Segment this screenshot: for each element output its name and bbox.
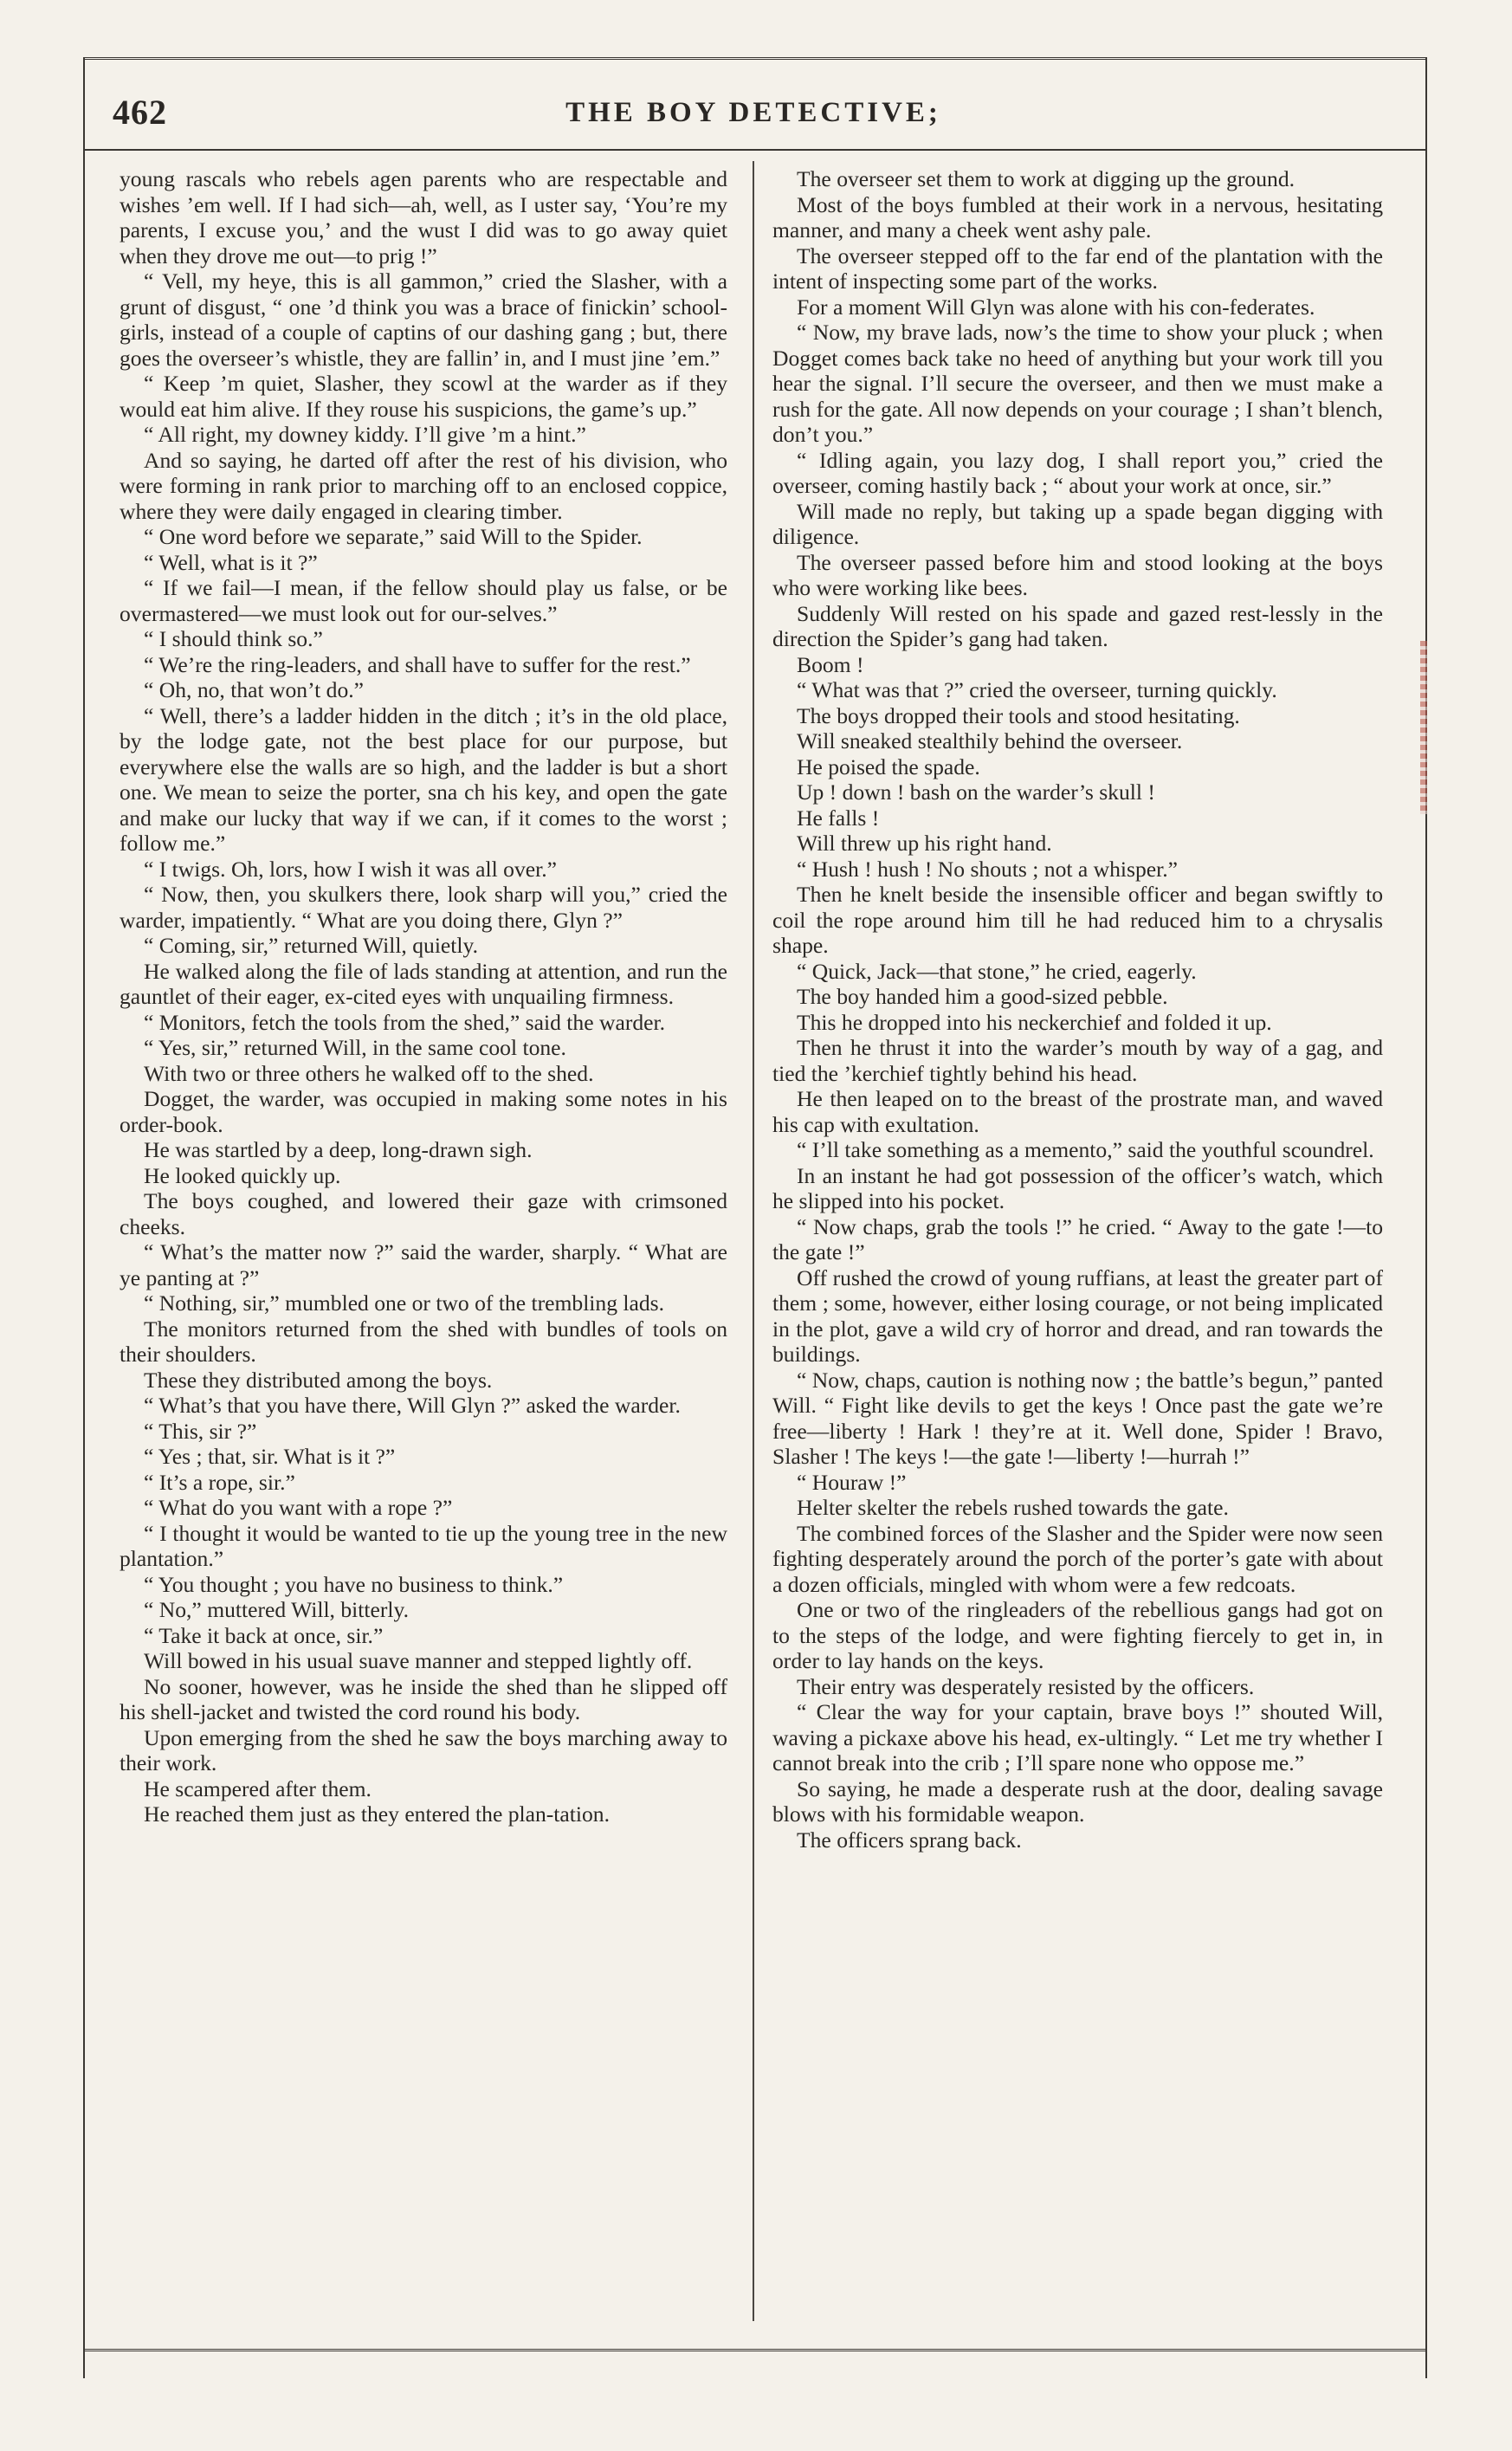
paragraph: This he dropped into his neckerchief and folded it up. (797, 1009, 1272, 1035)
paragraph: The combined forces of the Slasher and the Spider were now seen fighting desperately around the porch of the porter’s gate with about a dozen officials, mingled with whom were a few redcoats. (772, 1520, 1383, 1597)
paragraph: He walked along the file of lads standing at attention, and run the gauntlet of their eager, ex-cited eyes with unquailing firmness. (120, 958, 727, 1009)
paragraph: Helter skelter the rebels rushed towards the gate. (797, 1495, 1229, 1520)
header-rule (83, 149, 1427, 151)
paragraph: The boys coughed, and lowered their gaze with crimsoned cheeks. (120, 1188, 727, 1239)
paragraph: The overseer passed before him and stood looking at the boys who were working like bees. (772, 549, 1383, 600)
right-column (772, 166, 1383, 1853)
paragraph: “ Idling again, you lazy dog, I shall report you,” cried the overseer, coming hastily back ; “ about your work at once, sir.” (772, 447, 1383, 498)
paragraph: “ Now, chaps, caution is nothing now ; the battle’s begun,” panted Will. “ Fight like devils to get the keys ! Once past the gate we’re free—liberty ! Hark ! they’re at it. Well done, Spider ! Bravo, Slasher ! The keys !—the gate !—liberty !—hurrah !” (772, 1367, 1383, 1469)
paragraph: Upon emerging from the shed he saw the boys marching away to their work. (120, 1724, 727, 1775)
paragraph: Will bowed in his usual suave manner and stepped lightly off. (144, 1648, 693, 1673)
paragraph: “ Monitors, fetch the tools from the shed,” said the warder. (144, 1009, 666, 1035)
margin-stain (1420, 641, 1427, 814)
paragraph: “ Hush ! hush ! No shouts ; not a whisper.” (797, 856, 1179, 882)
paragraph: He looked quickly up. (144, 1162, 341, 1188)
paragraph: “ If we fail—I mean, if the fellow should play us false, or be overmastered—we must look out for our-selves.” (120, 575, 727, 626)
paragraph: He poised the spade. (797, 753, 980, 779)
paragraph: The boy handed him a good-sized pebble. (797, 984, 1168, 1009)
paragraph: “ Yes ; that, sir. What is it ?” (144, 1444, 396, 1469)
paragraph: He falls ! (797, 805, 880, 831)
paragraph: One or two of the ringleaders of the rebellious gangs had got on to the steps of the lodge, and were fighting fiercely to get in, in order to lay hands on the keys. (772, 1597, 1383, 1673)
paragraph: “ Yes, sir,” returned Will, in the same cool tone. (144, 1035, 566, 1060)
paragraph: Will threw up his right hand. (797, 831, 1052, 856)
paragraph: He was startled by a deep, long-drawn sigh. (144, 1137, 533, 1162)
paragraph: “ Nothing, sir,” mumbled one or two of the trembling lads. (144, 1290, 665, 1316)
paragraph: Off rushed the crowd of young ruffians, at least the greater part of them ; some, however, either losing courage, or not being implicated in the plot, gave a wild cry of horror and dread, and ran towards the buildings. (772, 1264, 1383, 1367)
paragraph: “ One word before we separate,” said Will to the Spider. (144, 524, 643, 549)
paragraph: “ I twigs. Oh, lors, how I wish it was all over.” (144, 856, 557, 882)
column-divider (753, 161, 754, 2321)
paragraph: He reached them just as they entered the plan-tation. (144, 1801, 610, 1827)
paragraph: “ It’s a rope, sir.” (144, 1469, 295, 1495)
paragraph: “ Clear the way for your captain, brave boys !” shouted Will, waving a pickaxe above his head, ex-ultingly. “ Let me try whether I cannot break into the crib ; I’ll spare none who oppose me.” (772, 1699, 1383, 1775)
paragraph: Up ! down ! bash on the warder’s skull ! (797, 779, 1155, 805)
paragraph: And so saying, he darted off after the rest of his division, who were forming in rank prior to marching off to an enclosed coppice, where they were daily engaged in clearing timber. (120, 447, 727, 524)
paragraph: “ I should think so.” (144, 626, 323, 651)
paragraph: “ I’ll take something as a memento,” said the youthful scoundrel. (797, 1137, 1374, 1162)
bottom-border-rule (83, 2349, 1427, 2351)
paragraph: “ What’s that you have there, Will Glyn ?” asked the warder. (144, 1393, 681, 1418)
paragraph: In an instant he had got possession of the officer’s watch, which he slipped into his pocket. (772, 1162, 1383, 1213)
paragraph: “ This, sir ?” (144, 1418, 257, 1444)
paragraph: The overseer set them to work at digging up the ground. (797, 166, 1296, 191)
paragraph: “ Well, there’s a ladder hidden in the ditch ; it’s in the old place, by the lodge gate, not the best place for our purpose, but everywhere else the walls are so high, and the ladder is but a short one. We mean to seize the porter, sna ch his key, and open the gate and make our lucky that way if we can, if it comes to the worst ; follow me.” (120, 702, 727, 856)
paragraph: “ Houraw !” (797, 1469, 907, 1495)
running-title: THE BOY DETECTIVE; (565, 97, 941, 128)
paragraph: “ Take it back at once, sir.” (144, 1622, 384, 1648)
paragraph: The monitors returned from the shed with bundles of tools on their shoulders. (120, 1316, 727, 1367)
page-number: 462 (113, 93, 167, 132)
paragraph: The officers sprang back. (797, 1827, 1022, 1853)
paragraph: Suddenly Will rested on his spade and gazed rest-lessly in the direction the Spider’s gang had taken. (772, 600, 1383, 651)
paragraph: “ What do you want with a rope ?” (144, 1495, 453, 1520)
paragraph: With two or three others he walked off to the shed. (144, 1060, 594, 1086)
paragraph: “ Now chaps, grab the tools !” he cried. “ Away to the gate !—to the gate !” (772, 1213, 1383, 1264)
paragraph: “ We’re the ring-leaders, and shall have to suffer for the rest.” (144, 651, 691, 677)
paragraph: Then he thrust it into the warder’s mouth by way of a gag, and tied the ’kerchief tightly behind his head. (772, 1035, 1383, 1086)
paragraph: Then he knelt beside the insensible officer and began swiftly to coil the rope around him till he had reduced him to a chrysalis shape. (772, 882, 1383, 958)
paragraph: The boys dropped their tools and stood hesitating. (797, 702, 1240, 728)
paragraph: For a moment Will Glyn was alone with his con-federates. (797, 294, 1315, 320)
paragraph: “ I thought it would be wanted to tie up the young tree in the new plantation.” (120, 1520, 727, 1571)
paragraph: Will made no reply, but taking up a spade began digging with diligence. (772, 498, 1383, 549)
paragraph: “ What was that ?” cried the overseer, turning quickly. (797, 677, 1277, 702)
paragraph: The overseer stepped off to the far end of the plantation with the intent of inspecting some part of the works. (772, 243, 1383, 294)
paragraph: “ What’s the matter now ?” said the warder, sharply. “ What are ye panting at ?” (120, 1239, 727, 1290)
paragraph: “ Well, what is it ?” (144, 549, 318, 575)
paragraph: “ Coming, sir,” returned Will, quietly. (144, 933, 479, 958)
paragraph: Most of the boys fumbled at their work in a nervous, hesitating manner, and many a cheek went ashy pale. (772, 191, 1383, 243)
paragraph: “ No,” muttered Will, bitterly. (144, 1597, 410, 1622)
paragraph: Boom ! (797, 651, 864, 677)
paragraph: Will sneaked stealthily behind the overseer. (797, 728, 1183, 753)
paragraph: “ All right, my downey kiddy. I’ll give ’m a hint.” (144, 422, 586, 447)
paragraph: He then leaped on to the breast of the prostrate man, and waved his cap with exultation. (772, 1086, 1383, 1137)
paragraph: young rascals who rebels agen parents who are respectable and wishes ’em well. If I had sich—ah, well, as I uster say, ‘You’re my parents, I excuse you,’ and the wust I did was to go away quiet when they drove me out—to prig !” (120, 166, 727, 268)
paragraph: “ Oh, no, that won’t do.” (144, 677, 365, 702)
paragraph: Dogget, the warder, was occupied in making some notes in his order-book. (120, 1086, 727, 1137)
paragraph: So saying, he made a desperate rush at the door, dealing savage blows with his formidable weapon. (772, 1775, 1383, 1827)
page-header (104, 87, 1403, 147)
paragraph: No sooner, however, was he inside the shed than he slipped off his shell-jacket and twisted the cord round his body. (120, 1673, 727, 1724)
paragraph: He scampered after them. (144, 1775, 372, 1801)
paragraph: “ Keep ’m quiet, Slasher, they scowl at the warder as if they would eat him alive. If they rouse his suspicions, the game’s up.” (120, 371, 727, 422)
paragraph: “ Now, then, you skulkers there, look sharp will you,” cried the warder, impatiently. “ What are you doing there, Glyn ?” (120, 882, 727, 933)
left-column (120, 166, 727, 1827)
paragraph: “ Now, my brave lads, now’s the time to show your pluck ; when Dogget comes back take no heed of anything but your work till you hear the signal. I’ll secure the overseer, and then we must make a rush for the gate. All now depends on your courage ; I shan’t blench, don’t you.” (772, 320, 1383, 447)
paragraph: “ Vell, my heye, this is all gammon,” cried the Slasher, with a grunt of disgust, “ one ’d think you was a brace of finickin’ school-girls, instead of a couple of captins of our dashing gang ; but, there goes the overseer’s whistle, they are fallin’ in, and I must jine ’em.” (120, 268, 727, 371)
paragraph: Their entry was desperately resisted by the officers. (797, 1673, 1255, 1699)
paragraph: “ You thought ; you have no business to think.” (144, 1571, 564, 1597)
paragraph: “ Quick, Jack—that stone,” he cried, eagerly. (797, 958, 1197, 984)
paragraph: These they distributed among the boys. (144, 1367, 493, 1393)
